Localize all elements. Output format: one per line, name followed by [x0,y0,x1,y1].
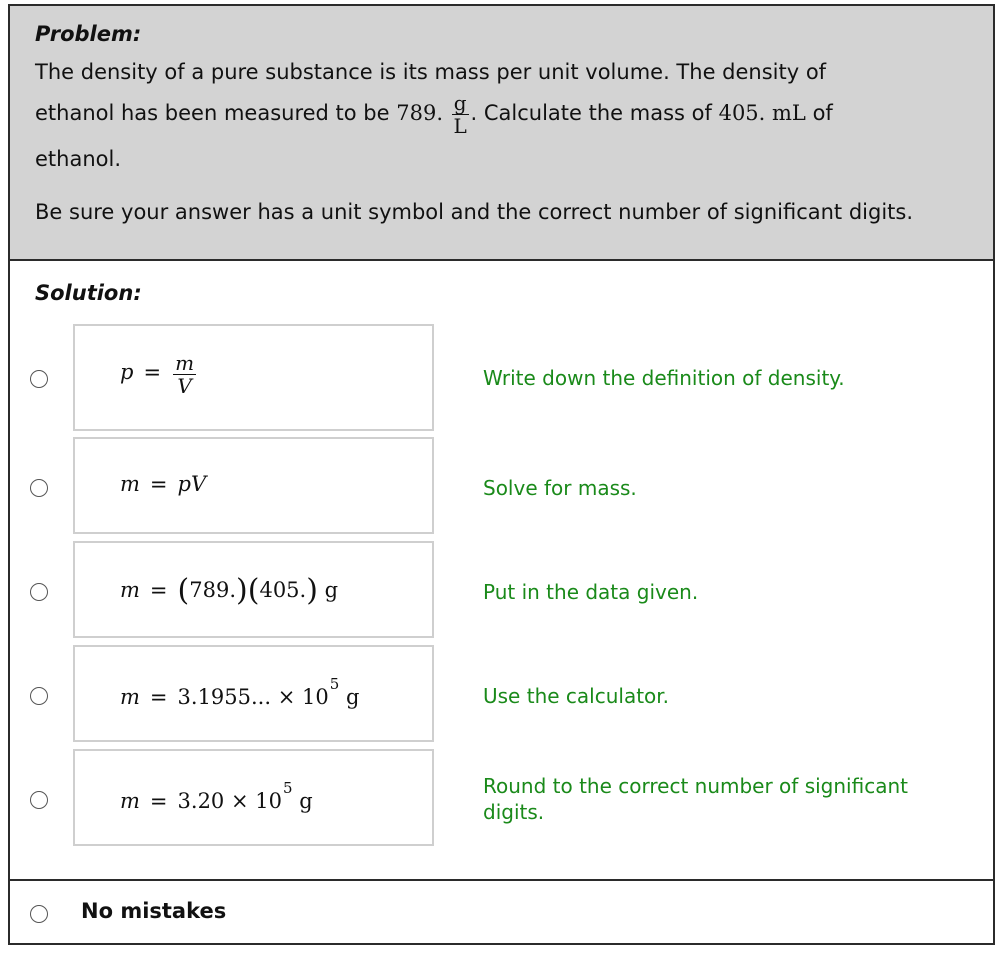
density-value: 789. [396,101,444,125]
problem-panel [8,4,995,945]
problem-heading: Problem: [35,22,142,46]
step-5-box [73,749,434,846]
problem-line-3: ethanol. [35,147,121,171]
step-1-fraction [173,352,196,397]
step-2-radio[interactable] [30,479,48,497]
step-4-mantissa: 3.1955... [177,685,272,709]
open-paren: ( [247,573,260,608]
step-4-times: × [277,685,296,709]
problem-line-2-end: of [812,101,833,125]
step-5-expression [120,779,313,813]
step-4-note: Use the calculator. [483,684,670,708]
step-4-radio[interactable] [30,687,48,705]
step-3-box [73,541,434,638]
step-5-note: Round to the correct number of significant digits. [483,774,908,824]
step-1-numerator: m [175,351,195,375]
step-1-equals: = [143,360,162,384]
step-2-lhs: m [120,472,140,496]
volume-value: 405. mL [718,101,806,125]
step-2-box [73,437,434,534]
step-2-expression [120,472,206,496]
problem-line-2-mid: . Calculate the mass of [470,101,712,125]
step-3-unit: g [324,578,339,602]
step-1-expression [120,352,198,397]
density-unit-numerator: g [453,90,467,115]
step-5-radio[interactable] [30,791,48,809]
solution-heading: Solution: [35,281,142,305]
step-4-exponent: 5 [329,675,340,693]
step-3-lhs: m [120,578,140,602]
step-5-lhs: m [120,789,140,813]
step-5-exponent: 5 [283,779,293,797]
step-1-note: Write down the definition of density. [483,366,845,390]
problem-section [10,6,993,261]
step-2-equals: = [149,472,168,496]
no-mistakes-radio[interactable] [30,905,48,923]
step-4-expression [120,675,360,709]
step-2-note: Solve for mass. [483,476,637,500]
step-4-lhs: m [120,685,140,709]
no-mistakes-label: No mistakes [81,899,227,923]
step-3-expression [120,573,338,608]
step-5-mantissa: 3.20 [177,789,225,813]
step-4-equals: = [149,685,168,709]
step-1-denominator: V [177,374,192,398]
problem-line-2 [35,90,833,137]
step-4-base: 10 [302,685,329,709]
step-3-density: 789. [189,578,237,602]
step-5-base: 10 [255,789,283,813]
step-3-radio[interactable] [30,583,48,601]
step-5-times: × [230,789,249,813]
problem-instruction: Be sure your answer has a unit symbol and the correct number of significant digits. [35,200,914,224]
problem-line-1: The density of a pure substance is its mass per unit volume. The density of [35,60,827,84]
step-1-box [73,324,434,431]
density-unit-denominator: L [453,113,467,138]
step-2-rho: p [177,472,191,496]
section-divider [10,879,993,881]
step-4-unit: g [346,685,360,709]
step-1-lhs: p [120,360,134,384]
close-paren: ) [236,573,248,608]
step-5-equals: = [149,789,168,813]
step-3-equals: = [149,578,168,602]
step-3-note: Put in the data given. [483,580,699,604]
open-paren: ( [177,573,190,608]
problem-line-2-start: ethanol has been measured to be [35,101,390,125]
density-unit-fraction [452,92,469,137]
step-1-radio[interactable] [30,370,48,388]
step-4-box [73,645,434,742]
step-5-unit: g [299,789,313,813]
close-paren: ) [306,573,318,608]
step-2-volume: V [190,472,207,496]
step-3-volume: 405. [259,578,307,602]
